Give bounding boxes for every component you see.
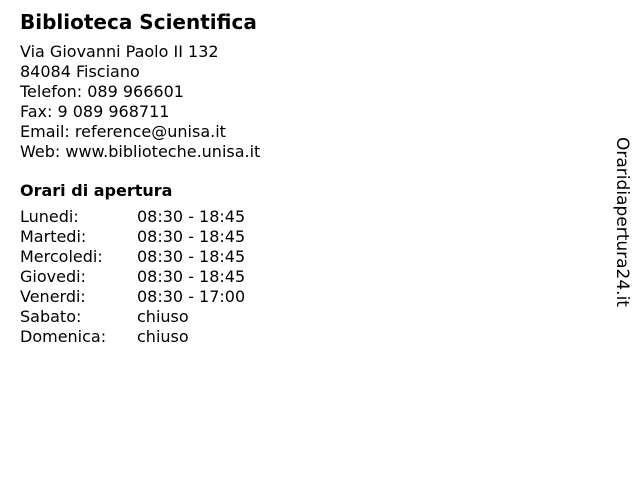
day-label: Sabato:: [20, 307, 82, 326]
hours-row: [20, 267, 245, 287]
library-info-card: [20, 10, 580, 347]
email-line: Email: reference@unisa.it: [20, 122, 226, 141]
hours-row: [20, 247, 245, 267]
hours-row: [20, 327, 245, 347]
address-block: [20, 42, 580, 162]
hours-row: [20, 207, 245, 227]
hours-value: 08:30 - 18:45: [137, 267, 246, 286]
hours-row: [20, 227, 245, 247]
day-label: Venerdi:: [20, 287, 86, 306]
postal-city: 84084 Fisciano: [20, 62, 140, 81]
site-watermark: Oraridiapertura24.it: [612, 137, 632, 307]
hours-value: 08:30 - 18:45: [137, 247, 246, 266]
web-line: Web: www.biblioteche.unisa.it: [20, 142, 261, 161]
hours-row: [20, 287, 245, 307]
street-address: Via Giovanni Paolo II 132: [20, 42, 219, 61]
fax-line: Fax: 9 089 968711: [20, 102, 170, 121]
library-name: Biblioteca Scientifica: [20, 10, 257, 34]
hours-row: [20, 307, 245, 327]
hours-value: 08:30 - 18:45: [137, 227, 246, 246]
day-label: Martedi:: [20, 227, 87, 246]
hours-value: chiuso: [137, 327, 189, 346]
hours-value: chiuso: [137, 307, 189, 326]
phone-line: Telefon: 089 966601: [20, 82, 184, 101]
day-label: Lunedi:: [20, 207, 79, 226]
day-label: Domenica:: [20, 327, 107, 346]
day-label: Giovedi:: [20, 267, 86, 286]
opening-hours-heading: Orari di apertura: [20, 181, 173, 200]
opening-hours-table: [20, 207, 245, 347]
hours-value: 08:30 - 17:00: [137, 287, 246, 306]
hours-value: 08:30 - 18:45: [137, 207, 246, 226]
day-label: Mercoledi:: [20, 247, 103, 266]
